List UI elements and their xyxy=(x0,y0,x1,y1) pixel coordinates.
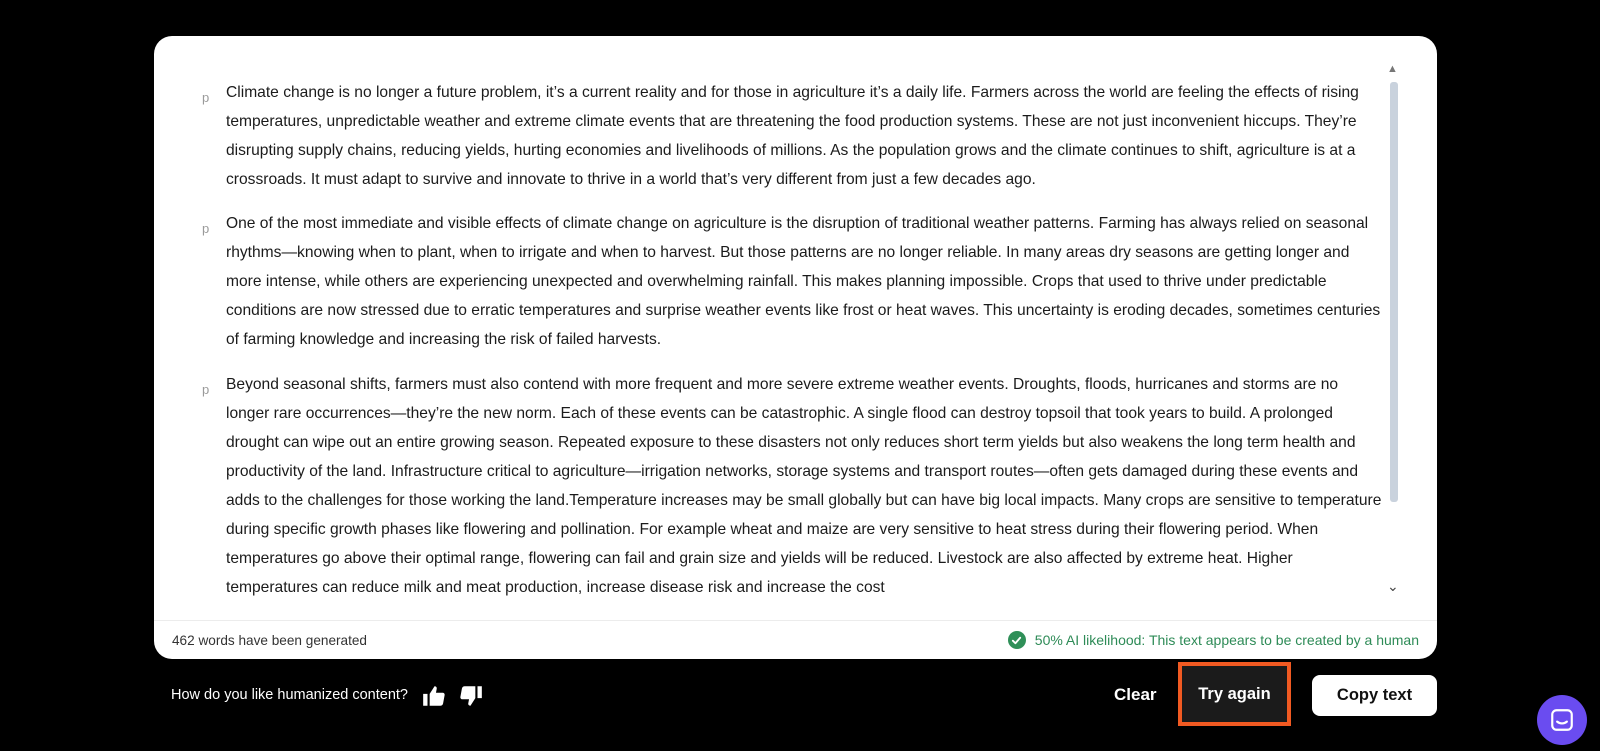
ai-likelihood-text: 50% AI likelihood: This text appears to be created by a human xyxy=(1034,632,1419,648)
paragraph-text: Climate change is no longer a future problem, it’s a current reality and for those in agriculture it’s a daily life. Farmers across the world are feeling the effects of rising temperatures, unpredictable weather and extreme climate events that are threatening the food production systems. These are not just inconvenient hiccups. They’re disrupting supply chains, reducing yields, hurting economies and livelihoods of millions. As the population grows and the climate continues to shift, agriculture is at a crossroads. It must adapt to survive and innovate to thrive in a world that’s very different from just a few decades ago. xyxy=(226,84,1359,188)
chat-bubble-icon[interactable] xyxy=(1537,695,1587,745)
paragraph-2 xyxy=(202,209,1382,354)
copy-text-button[interactable]: Copy text xyxy=(1312,675,1437,716)
paragraph-3 xyxy=(202,370,1382,602)
scroll-down-chevron-icon[interactable]: ⌄ xyxy=(1387,578,1399,594)
paragraph-marker: p xyxy=(202,382,210,397)
feedback-prompt: How do you like humanized content? xyxy=(171,687,408,703)
thumbs-down-icon[interactable] xyxy=(458,683,484,709)
check-circle-icon xyxy=(1008,631,1026,649)
clear-button[interactable]: Clear xyxy=(1108,680,1163,710)
word-count: 462 words have been generated xyxy=(172,633,367,648)
scrollbar-thumb[interactable] xyxy=(1390,82,1398,502)
paragraph-text: One of the most immediate and visible effects of climate change on agriculture is the disruption of traditional weather patterns. Farming has always relied on seasonal rhythms—knowing when to plant, when to irrigate and when to harvest. But those patterns are no longer reliable. In many areas dry seasons are getting longer and more intense, while others are experiencing unexpected and overwhelming rainfall. This makes planning impossible. Crops that used to thrive under predictable conditions are now stressed due to erratic temperatures and surprise weather events like frost or heat waves. This uncertainty is eroding decades, sometimes centuries of farming knowledge and increasing the risk of failed harvests. xyxy=(226,215,1381,348)
output-text-area[interactable] xyxy=(154,36,1437,620)
try-again-button[interactable]: Try again xyxy=(1178,662,1291,726)
paragraph-1 xyxy=(202,78,1382,194)
scroll-up-arrow-icon[interactable]: ▲ xyxy=(1387,63,1398,75)
thumbs-up-icon[interactable] xyxy=(421,683,447,709)
footer-divider xyxy=(154,620,1437,621)
paragraph-marker: p xyxy=(202,221,210,236)
paragraph-text: Beyond seasonal shifts, farmers must also contend with more frequent and more severe extreme weather events. Droughts, floods, hurricanes and storms are no longer rare occurrences—they’re the new norm. Each of these events can be catastrophic. A single flood can destroy topsoil that took years to build. A prolonged drought can wipe out an entire growing season. Repeated exposure to these disasters not only reduces short term yields but also weakens the long term health and productivity of the land. Infrastructure critical to agriculture—irrigation networks, storage systems and transport routes—often gets damaged during these events and adds to the challenges for those working the land.Temperature increases may be small globally but can have big local impacts. Many crops are sensitive to temperature during specific growth phases like flowering and pollination. For example wheat and maize are very sensitive to heat stress during their flowering period. When temperatures go above their optimal range, flowering can fail and grain size and yields will be reduced. Livestock are also affected by extreme heat. Higher temperatures can reduce milk and meat production, increase disease risk and increase the cost xyxy=(226,376,1382,596)
ai-likelihood-status xyxy=(1008,631,1419,649)
humanized-output-card xyxy=(154,36,1437,659)
paragraph-marker: p xyxy=(202,90,210,105)
